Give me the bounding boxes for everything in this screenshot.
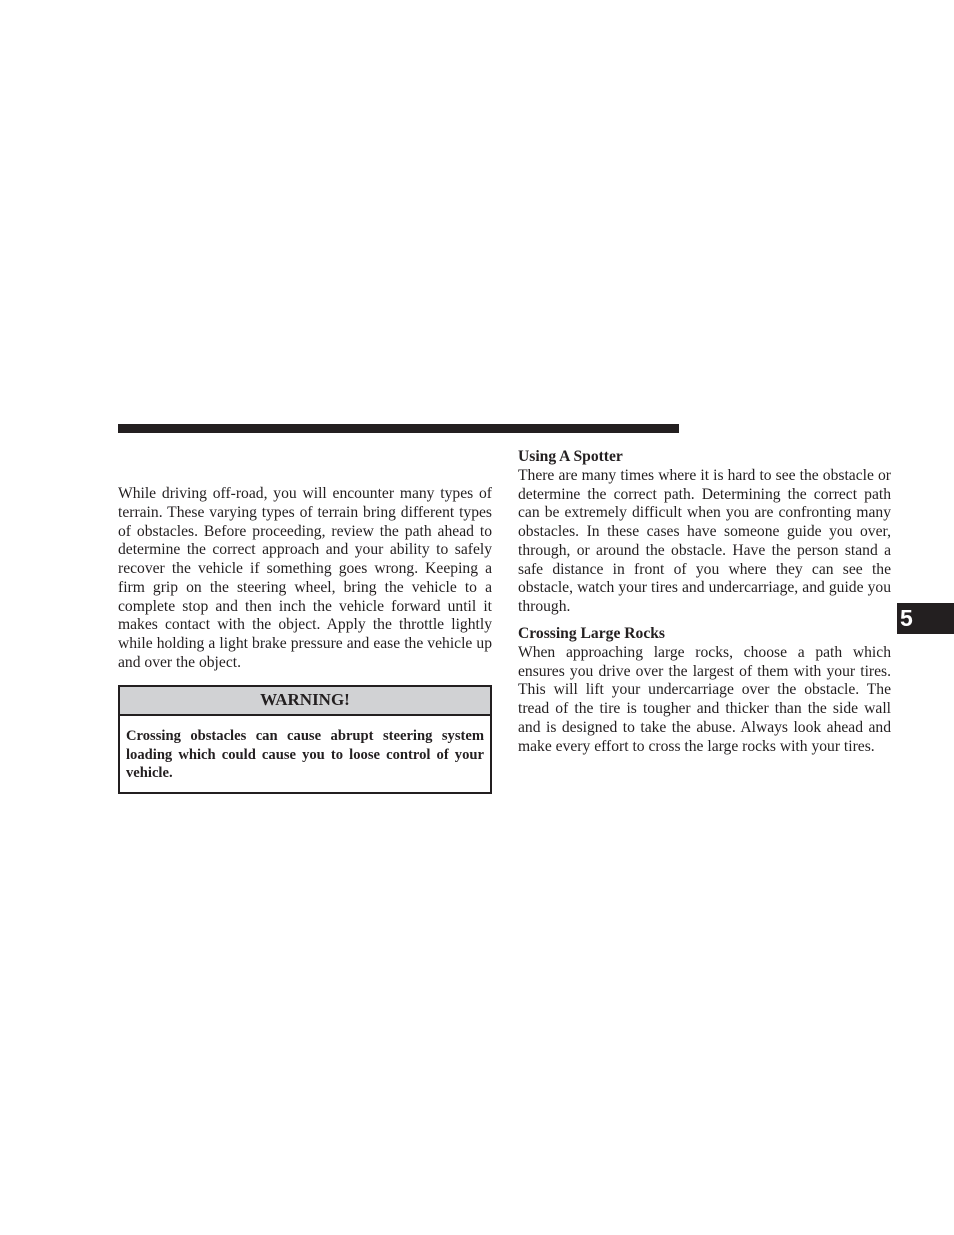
section-crossing-large-rocks (518, 625, 891, 756)
warning-text: Crossing obstacles can cause abrupt steering system loading which could cause you to loose control of your vehicle. (126, 728, 484, 782)
warning-title: WARNING! (120, 687, 490, 716)
warning-box (118, 685, 492, 794)
chapter-tab: 5 (897, 603, 954, 634)
section-using-a-spotter (518, 448, 891, 617)
intro-paragraph: While driving off-road, you will encounter many types of terrain. These varying types of terrain bring different types of obstacles. Before proceeding, review the path ahead to determine the correct approach and your ability to safely recover the vehicle if something goes wrong. Keeping a firm grip on the steering wheel, bring the vehicle to a complete stop and then inch the vehicle forward until it makes contact with the object. Apply the throttle lightly while holding a light brake pressure and ease the vehicle up and over the object. (118, 485, 492, 671)
section-paragraph: When approaching large rocks, choose a path which ensures you drive over the largest of them with your tires. This will lift your undercarriage over the obstacle. The tread of the tire is tougher and thicker than the side wall and is designed to take the abuse. Always look ahead and make every effort to cross the large rocks with your tires. (518, 643, 891, 755)
section-paragraph: There are many times where it is hard to see the obstacle or determine the correct path. Determining the correct path can be extremely difficult when you are confronting many obstacles. In these cases have someone guide you over, through, or around the obstacle. Have the person stand a safe distance in front of you where they can see the obstacle, watch your tires and undercarriage, and guide you through. (518, 466, 891, 615)
section-heading: Using A Spotter (518, 448, 623, 465)
section-heading: Crossing Large Rocks (518, 625, 665, 642)
section-header-rule (118, 424, 679, 433)
